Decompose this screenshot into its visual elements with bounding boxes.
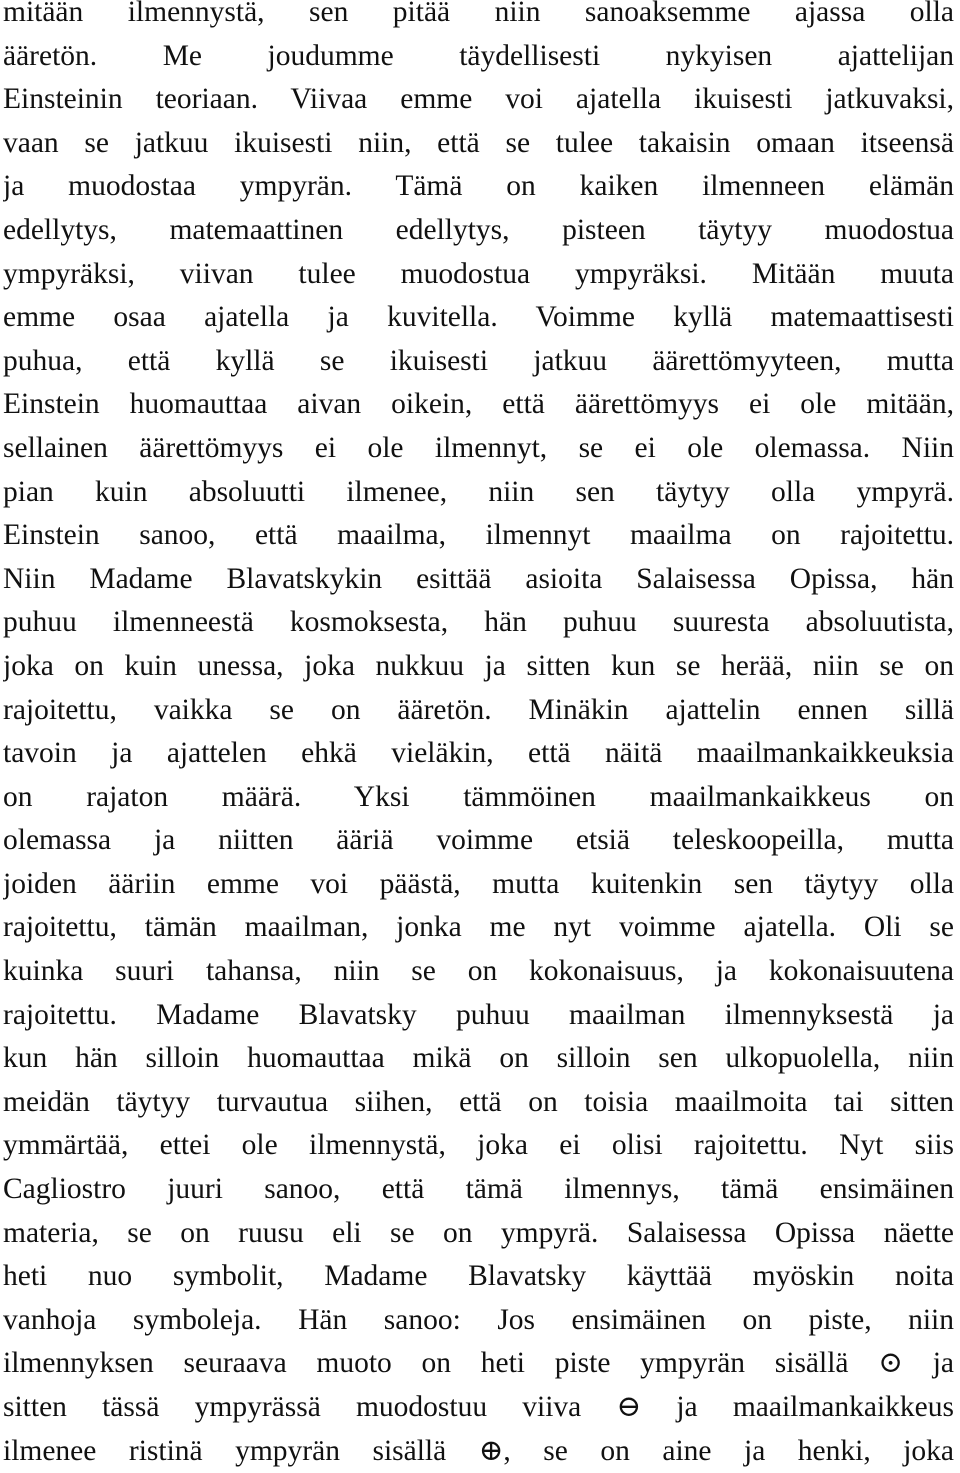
text-line: Cagliostro juuri sanoo, että tämä ilmennys, tämä ensimäinen (3, 1173, 954, 1206)
text-line: olemassa ja niitten ääriä voimme etsiä teleskoopeilla, mutta (3, 824, 954, 857)
document-page (3, 0, 954, 1473)
text-line: Einstein sanoo, että maailma, ilmennyt maailma on rajoitettu. (3, 519, 954, 552)
text-line: vaan se jatkuu ikuisesti niin, että se tulee takaisin omaan itseensä (3, 126, 954, 159)
text-line: sellainen äärettömyys ei ole ilmennyt, se ei ole olemassa. Niin (3, 431, 954, 464)
text-line: edellytys, matemaattinen edellytys, pisteen täytyy muodostua (3, 213, 954, 246)
text-line: emme osaa ajatella ja kuvitella. Voimme kyllä matemaattisesti (3, 301, 954, 334)
text-line: joka on kuin unessa, joka nukkuu ja sitten kun se herää, niin se on (3, 649, 954, 682)
text-line: puhua, että kyllä se ikuisesti jatkuu äärettömyyteen, mutta (3, 344, 954, 377)
text-line: rajoitettu. Madame Blavatsky puhuu maailman ilmennyksestä ja (3, 998, 954, 1031)
text-line: on rajaton määrä. Yksi tämmöinen maailmankaikkeus on (3, 780, 954, 813)
text-line: ja muodostaa ympyrän. Tämä on kaiken ilmenneen elämän (3, 170, 954, 203)
text-line: meidän täytyy turvautua siihen, että on toisia maailmoita tai sitten (3, 1085, 954, 1118)
text-line: materia, se on ruusu eli se on ympyrä. Salaisessa Opissa näette (3, 1216, 954, 1249)
text-line: rajoitettu, vaikka se on ääretön. Minäkin ajattelin ennen sillä (3, 693, 954, 726)
text-line: joiden ääriin emme voi päästä, mutta kuitenkin sen täytyy olla (3, 867, 954, 900)
text-line: Einsteinin teoriaan. Viivaa emme voi ajatella ikuisesti jatkuvaksi, (3, 83, 954, 116)
text-line: ymmärtää, ettei ole ilmennystä, joka ei olisi rajoitettu. Nyt siis (3, 1129, 954, 1162)
text-line: puhuu ilmenneestä kosmoksesta, hän puhuu suuresta absoluutista, (3, 606, 954, 639)
text-line: ilmenee ristinä ympyrän sisällä ⊕, se on aine ja henki, joka (3, 1434, 954, 1467)
text-line: Einstein huomauttaa aivan oikein, että äärettömyys ei ole mitään, (3, 388, 954, 421)
text-line: kun hän silloin huomauttaa mikä on silloin sen ulkopuolella, niin (3, 1042, 954, 1075)
text-line: rajoitettu, tämän maailman, jonka me nyt voimme ajatella. Oli se (3, 911, 954, 944)
text-line: mitään ilmennystä, sen pitää niin sanoaksemme ajassa olla (3, 0, 954, 28)
text-line: Niin Madame Blavatskykin esittää asioita Salaisessa Opissa, hän (3, 562, 954, 595)
text-line: tavoin ja ajattelen ehkä vieläkin, että näitä maailmankaikkeuksia (3, 737, 954, 770)
text-line: ilmennyksen seuraava muoto on heti piste ympyrän sisällä ⊙ ja (3, 1347, 954, 1380)
text-line: ympyräksi, viivan tulee muodostua ympyräksi. Mitään muuta (3, 257, 954, 290)
text-line: ääretön. Me joudumme täydellisesti nykyisen ajattelijan (3, 39, 954, 72)
text-line: pian kuin absoluutti ilmenee, niin sen täytyy olla ympyrä. (3, 475, 954, 508)
text-line: sitten tässä ympyrässä muodostuu viiva ⊖ ja maailmankaikkeus (3, 1391, 954, 1423)
text-line: heti nuo symbolit, Madame Blavatsky käyttää myöskin noita (3, 1260, 954, 1293)
text-line: kuinka suuri tahansa, niin se on kokonaisuus, ja kokonaisuutena (3, 955, 954, 988)
text-line: vanhoja symboleja. Hän sanoo: Jos ensimäinen on piste, niin (3, 1303, 954, 1336)
